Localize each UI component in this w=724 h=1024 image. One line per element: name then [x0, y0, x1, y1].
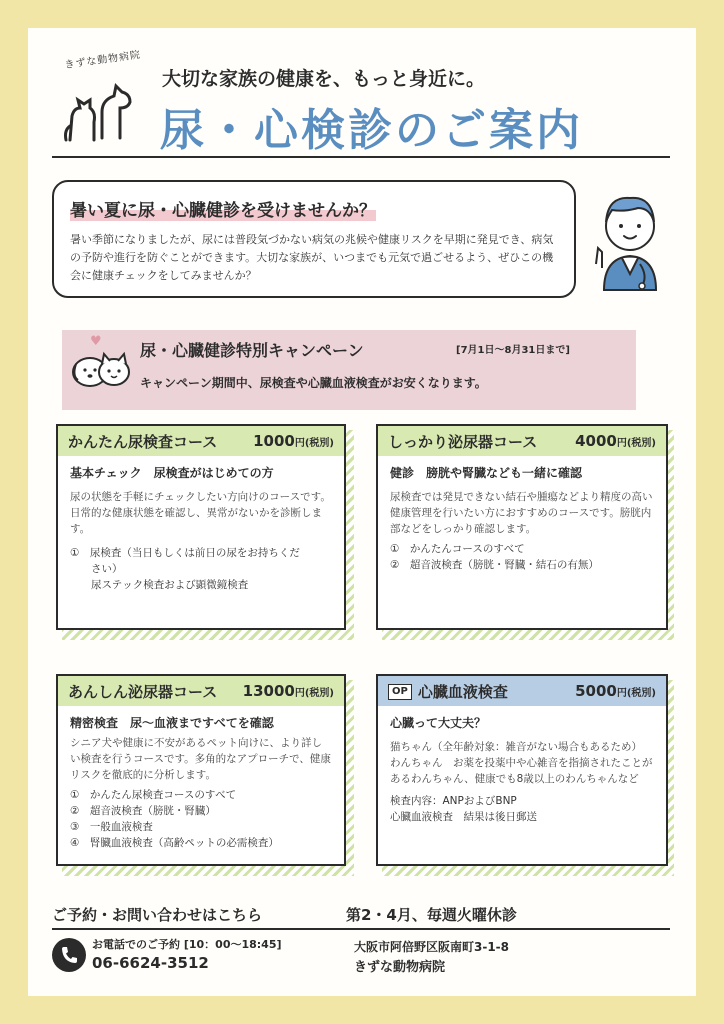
phone-number[interactable]: 06-6624-3512 [92, 954, 209, 972]
course-header [58, 426, 344, 456]
campaign-description: キャンペーン期間中、尿検査や心臓血液検査がお安くなります。 [140, 376, 487, 390]
course-item: ① かんたん尿検査コースのすべて [70, 789, 237, 801]
clinic-name: きずな動物病院 [354, 960, 446, 975]
course-item: ④ 腎臓血液検査（高齢ペットの必需検査） [70, 837, 279, 849]
course-header [378, 426, 666, 456]
doctor-illustration-icon [590, 178, 668, 298]
campaign-period: [7月1日～8月31日まで] [456, 345, 570, 356]
course-item: 検査内容：ANPおよびBNP [390, 795, 517, 807]
closed-days: 第2・4月、毎週火曜休診 [346, 906, 517, 924]
footer-divider [52, 928, 670, 930]
course-name: OP 心臓血液検査 [388, 681, 508, 702]
course-items [70, 787, 332, 851]
course-price: 4000円(税別) [575, 432, 656, 450]
course-item: 尿ステック検査および顕微鏡検査 [70, 579, 249, 591]
course-items [390, 541, 654, 573]
intro-question: 暑い夏に尿・心臓健診を受けませんか？ [70, 196, 376, 221]
course-item: ③ 一般血液検査 [70, 821, 153, 833]
course-item: ② 超音波検査（膀胱・腎臓・結石の有無） [390, 559, 599, 571]
phone-label: お電話でのご予約 [10：00～18:45] [92, 938, 282, 951]
option-badge: OP [388, 684, 412, 700]
dog-cat-logo-icon [62, 78, 134, 148]
phone-icon [52, 938, 86, 972]
intro-speech-bubble [52, 180, 576, 298]
course-description: 尿の状態を手軽にチェックしたい方向けのコースです。日常的な健康状態を確認し、異常がないかを診断します。 [70, 491, 331, 535]
course-description: シニア犬や健康に不安があるペット向けに、より詳しい検査を行うコースです。多角的なアプローチで、健康リスクを徹底的に分析します。 [70, 737, 331, 781]
course-card-relief-urology [56, 674, 346, 866]
course-header [378, 676, 666, 706]
course-card-thorough-urology [376, 424, 668, 630]
course-header [58, 676, 344, 706]
course-item: ① 尿検査（当日もしくは前日の尿をお持ちくだ [70, 547, 300, 559]
course-item: ② 超音波検査（膀胱・腎臓） [70, 805, 216, 817]
course-price: 13000円(税別) [242, 682, 334, 700]
tagline: 大切な家族の健康を、もっと身近に。 [162, 68, 486, 90]
flyer-sheet [28, 28, 696, 996]
course-name: かんたん尿検査コース [68, 432, 218, 451]
contact-title: ご予約・お問い合わせはこちら [52, 906, 263, 924]
course-subtitle: 基本チェック 尿検査がはじめての方 [70, 466, 274, 480]
header-divider [52, 156, 670, 158]
clinic-logo-text: きずな動物病院 [63, 49, 142, 72]
campaign-title: 尿・心臓健診特別キャンペーン [140, 341, 364, 360]
course-items [390, 793, 654, 825]
course-description: 尿検査では発見できない結石や腫瘍などより精度の高い健康管理を行いたい方におすすめのコースです。膀胱内部などをしっかり確認します。 [390, 491, 653, 535]
intro-body: 暑い季節になりましたが、尿には普段気づかない病気の兆候や健康リスクを早期に発見でき、病気の予防や進行を防ぐことができます。大切な家族が、いつまでも元気で過ごせるよう、ぜひこの機会に健康チェックをしてみませんか？ [70, 233, 554, 282]
course-card-heart-blood [376, 674, 668, 866]
course-name: しっかり泌尿器コース [388, 432, 538, 451]
course-item: ① かんたんコースのすべて [390, 543, 525, 555]
heart-icon: ♥ [90, 334, 102, 349]
course-name: あんしん泌尿器コース [68, 682, 218, 701]
course-item: 心臓血液検査 結果は後日郵送 [390, 811, 537, 823]
course-item: さい） [70, 563, 123, 575]
clinic-address: 大阪市阿倍野区阪南町3-1-8 [354, 940, 510, 954]
course-price: 5000円(税別) [575, 682, 656, 700]
course-price: 1000円(税別) [253, 432, 334, 450]
course-description: 猫ちゃん（全年齢対象：雑音がない場合もあるため） わんちゃん お薬を投薬中や心雑音を指摘されたことがあるわんちゃん、健康でも8歳以上のわんちゃんなど [390, 741, 653, 785]
course-subtitle: 健診 膀胱や腎臓なども一緒に確認 [390, 466, 583, 480]
course-subtitle: 精密検査 尿～血液まですべてを確認 [70, 716, 274, 730]
dog-cat-faces-icon [70, 346, 132, 390]
course-items [70, 545, 332, 593]
page-title: 尿・心検診のご案内 [160, 105, 583, 156]
course-card-easy-urine [56, 424, 346, 630]
course-subtitle: 心臓って大丈夫？ [390, 716, 487, 730]
